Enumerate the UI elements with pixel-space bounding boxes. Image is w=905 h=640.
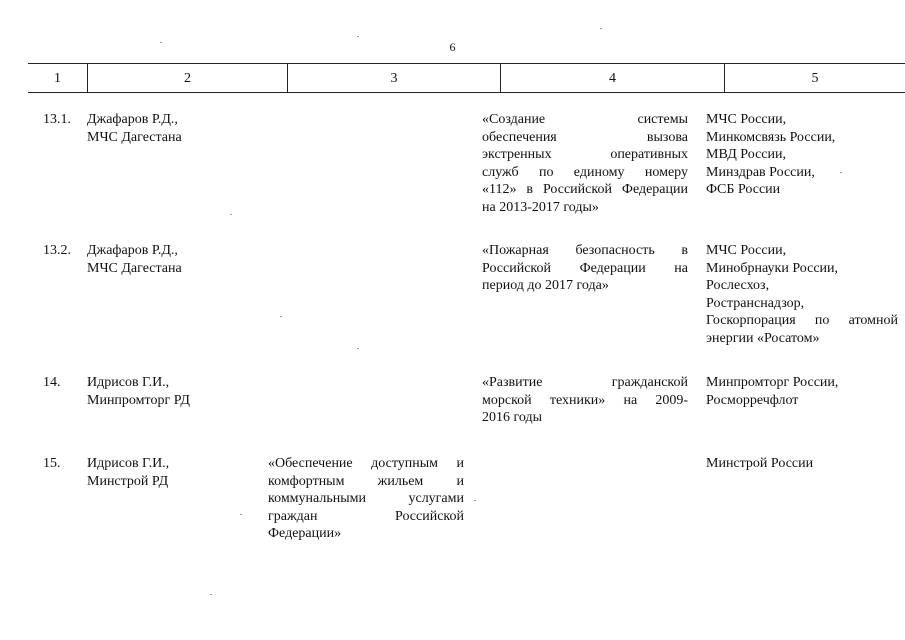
- federal-agencies: МЧС России, Минобрнауки России, Рослесхоз, Ространснадзор, Госкорпорация по атомной энергии «Росатом»: [706, 243, 898, 346]
- row-number: 13.1.: [43, 112, 71, 127]
- scan-speck: [210, 594, 212, 595]
- federal-agencies: Минпромторг России, Росморречфлот: [706, 375, 839, 408]
- row-number: 13.2.: [43, 243, 71, 258]
- row-number: 14.: [43, 375, 61, 390]
- scan-speck: [600, 28, 602, 29]
- header-col-4: 4: [501, 64, 725, 92]
- scan-speck: [280, 316, 282, 317]
- scan-speck: [474, 500, 476, 501]
- federal-agencies: МЧС России, Минкомсвязь России, МВД России, Минздрав России, ФСБ России: [706, 112, 836, 197]
- page-number: 6: [449, 40, 456, 54]
- program-title: «Пожарная безопасность в Российской Федерации на период до 2017 года»: [482, 243, 688, 293]
- program-title: «Развитие гражданской морской техники» на 2009- 2016 годы: [482, 375, 688, 425]
- header-col-2: 2: [88, 64, 288, 92]
- program-title: «Обеспечение доступным и комфортным жильем и коммунальными услугами граждан Российской Федерации»: [268, 456, 464, 541]
- row-number: 15.: [43, 456, 61, 471]
- scan-speck: [357, 348, 359, 349]
- program-title: «Создание системы обеспечения вызова экстренных оперативных служб по единому номеру «112» в Российской Федерации на 2013-2017 годы»: [482, 112, 688, 215]
- responsible-person: Идрисов Г.И., Минпромторг РД: [87, 375, 190, 408]
- responsible-person: Джафаров Р.Д., МЧС Дагестана: [87, 243, 182, 276]
- scan-speck: [840, 172, 842, 173]
- scan-speck: [357, 36, 359, 37]
- table-header: [28, 63, 905, 93]
- responsible-person: Джафаров Р.Д., МЧС Дагестана: [87, 112, 182, 145]
- header-col-1: 1: [28, 64, 88, 92]
- scan-speck: [240, 514, 242, 515]
- header-col-5: 5: [811, 71, 819, 86]
- federal-agencies: Минстрой России: [706, 456, 814, 471]
- scan-speck: [160, 42, 162, 43]
- scan-speck: [230, 214, 232, 215]
- header-col-3: 3: [288, 64, 501, 92]
- responsible-person: Идрисов Г.И., Минстрой РД: [87, 456, 170, 489]
